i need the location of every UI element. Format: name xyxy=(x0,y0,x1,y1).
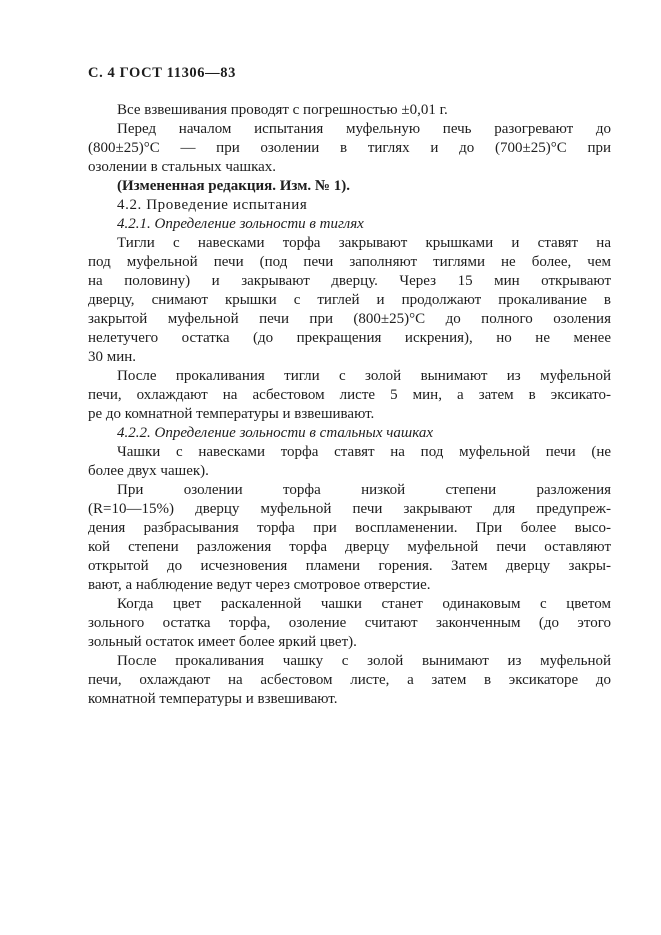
text-line: Чашки с навесками торфа ставят на под муфельной печи (не xyxy=(117,444,611,460)
amendment-note: (Измененная редакция. Изм. № 1). xyxy=(117,178,351,194)
text-line: Перед началом испытания муфельную печь разогревают до xyxy=(117,121,611,137)
text-line: зольный остаток имеет более яркий цвет). xyxy=(88,634,357,650)
text-line: ре до комнатной температуры и взвешивают. xyxy=(88,406,375,422)
text-line: печи, охлаждают на асбестовом листе 5 мин, а затем в эксикато- xyxy=(88,387,611,403)
text-line: открытой до исчезновения пламени горения. Затем дверцу закры- xyxy=(88,558,611,574)
text-line: Все взвешивания проводят с погрешностью ±0,01 г. xyxy=(117,102,448,118)
text-line: кой степени разложения торфа дверцу муфельной печи оставляют xyxy=(88,539,611,555)
text-line: После прокаливания тигли с золой вынимают из муфельной xyxy=(117,368,611,384)
text-line: закрытой муфельной печи при (800±25)°С до полного озоления xyxy=(88,311,611,327)
text-line: на половину) и закрывают дверцу. Через 15 мин открывают xyxy=(88,273,611,289)
text-line: нелетучего остатка (до прекращения искрения), но не менее xyxy=(88,330,611,346)
page-header: С. 4 ГОСТ 11306—83 xyxy=(88,65,236,81)
text-line: вают, а наблюдение ведут через смотровое отверстие. xyxy=(88,577,431,593)
text-line: зольного остатка торфа, озоление считают законченным (до этого xyxy=(88,615,611,631)
subsection-heading: 4.2.2. Определение зольности в стальных чашках xyxy=(117,425,434,441)
text-line: (R=10—15%) дверцу муфельной печи закрывают для предупреж- xyxy=(88,501,611,517)
text-line: дения разбрасывания торфа при воспламенении. При более высо- xyxy=(88,520,611,536)
text-line: печи, охлаждают на асбестовом листе, а затем в эксикаторе до xyxy=(88,672,611,688)
text-line: комнатной температуры и взвешивают. xyxy=(88,691,338,707)
text-line: (800±25)°С — при озолении в тиглях и до (700±25)°С при xyxy=(88,140,611,156)
text-line: После прокаливания чашку с золой вынимают из муфельной xyxy=(117,653,611,669)
subsection-heading: 4.2.1. Определение зольности в тиглях xyxy=(117,216,364,232)
text-line: 30 мин. xyxy=(88,349,137,365)
text-line: Когда цвет раскаленной чашки станет одинаковым с цветом xyxy=(117,596,611,612)
text-line: под муфельной печи (под печи заполняют тиглями не более, чем xyxy=(88,254,611,270)
text-line: более двух чашек). xyxy=(88,463,209,479)
subsection-heading: 4.2. Проведение испытания xyxy=(117,197,308,213)
text-line: озолении в стальных чашках. xyxy=(88,159,277,175)
text-line: Тигли с навесками торфа закрывают крышками и ставят на xyxy=(117,235,611,251)
text-line: дверцу, снимают крышки с тиглей и продолжают прокаливание в xyxy=(88,292,611,308)
text-line: При озолении торфа низкой степени разложения xyxy=(117,482,611,498)
